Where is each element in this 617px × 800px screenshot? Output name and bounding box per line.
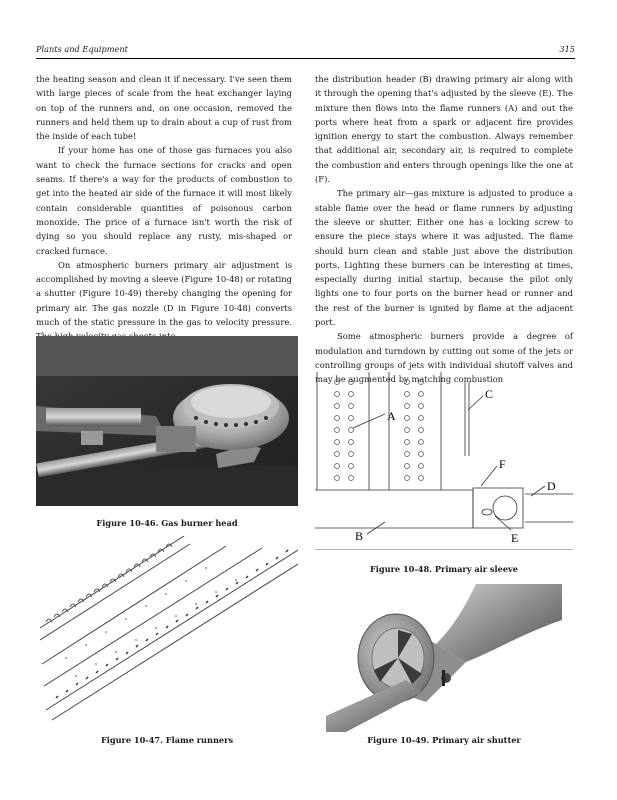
shutter-rendering	[326, 584, 562, 732]
label-c: C	[485, 387, 494, 401]
figure-primary-air-shutter	[326, 584, 562, 732]
paragraph: the distribution header (B) drawing primary air along with it through the opening that's adjusted by the sleeve (E). The mixture then flows into the flame runners (A) and out the ports where heat from a spark or adjacent fire provides ignition energy to start the combustion. Always remember that additional air, secondary air, is required to complete the combustion and enters through openings like the one at (F).	[315, 74, 573, 185]
label-a: A	[387, 409, 396, 423]
right-column	[315, 72, 573, 387]
caption-fig-10-49: Figure 10-49. Primary air shutter	[367, 735, 521, 745]
paragraph: Some atmospheric burners provide a degree of modulation and turndown by cutting out some of the jets or controlling groups of jets with individual shutoff valves and may be augmented by matching combustion	[315, 331, 573, 385]
caption-fig-10-46: Figure 10-46. Gas burner head	[96, 518, 238, 528]
label-e: E	[511, 531, 519, 545]
sleeve-diagram	[315, 372, 573, 550]
page-number: 315	[559, 44, 575, 54]
burner-head-photo	[36, 336, 298, 506]
caption-fig-10-47: Figure 10-47. Flame runners	[100, 735, 234, 745]
paragraph: the heating season and clean it if necessary. I've seen them with large pieces of scale from the heat exchanger laying on top of the runners and, on one occasion, removed the runners and held them up to drain about a cup of rust from the inside of each tube!	[36, 74, 292, 142]
left-column	[36, 72, 292, 344]
flame-runners-drawing	[36, 536, 298, 726]
header-title: Plants and Equipment	[36, 44, 128, 54]
figure-primary-air-sleeve	[315, 372, 573, 550]
caption-fig-10-48: Figure 10-48. Primary air sleeve	[369, 564, 518, 574]
paragraph: The primary air—gas mixture is adjusted to produce a stable flame over the head or flame runners by adjusting the sleeve or shutter. Either one has a locking screw to ensure the piece stays where it was adjusted. The flame should burn clean and stable just above the distribution ports. Lighting these burners can be interesting at times, especially during initial startup, because the pilot only lights one to four ports on the burner head or runner and the rest of the burner is ignited by flame at the adjacent port.	[315, 188, 573, 328]
figure-gas-burner-head	[36, 336, 298, 506]
label-f: F	[499, 457, 506, 471]
paragraph: If your home has one of those gas furnaces you also want to check the furnace sections for cracks and open seams. If there's a way for the products of combustion to get into the heated air side of the furnace it will most likely contain considerable quantities of poisonous carbon monoxide. The price of a furnace isn't worth the risk of dying so you should replace any rusty, mis-shaped or cracked furnace.	[36, 145, 292, 256]
label-b: B	[355, 529, 364, 543]
figure-flame-runners	[36, 536, 298, 726]
running-header	[36, 44, 575, 59]
label-d: D	[547, 479, 556, 493]
paragraph: On atmospheric burners primary air adjustment is accomplished by moving a sleeve (Figure 10-48) or rotating a shutter (Figure 10-49) thereby changing the opening for primary air. The gas nozzle (D in Figure 10-48) converts much of the static pressure in the gas to velocity pressure.	[36, 259, 292, 328]
